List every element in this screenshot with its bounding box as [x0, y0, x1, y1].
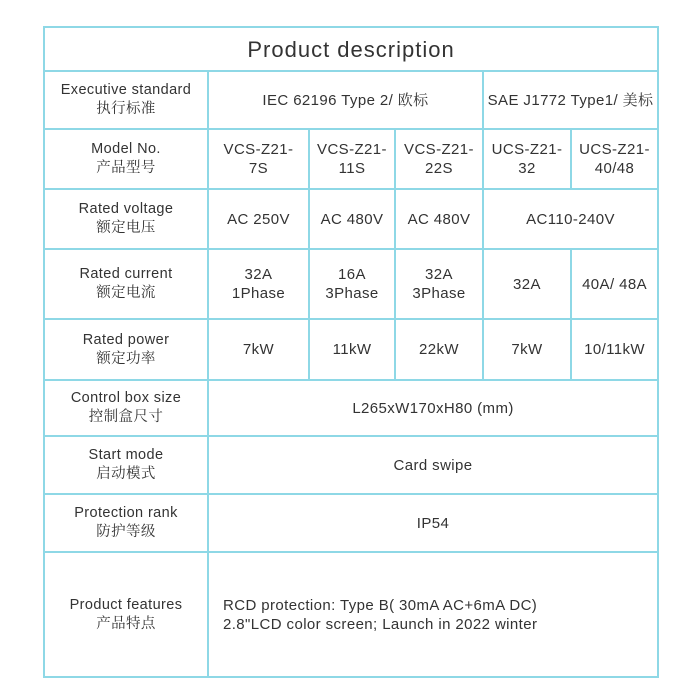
- row-start-mode: [44, 436, 658, 494]
- label-en: Start mode: [88, 447, 164, 463]
- power-cell: 7kW: [483, 319, 571, 380]
- current-line: 32A: [244, 266, 273, 283]
- row-rated-voltage: [44, 189, 658, 249]
- label-zh: 启动模式: [96, 466, 156, 482]
- voltage-cell: AC 250V: [208, 189, 309, 249]
- current-line: 16A: [338, 266, 366, 283]
- label-rated-current: [44, 249, 208, 319]
- model-line: 32: [518, 160, 536, 177]
- model-line: UCS-Z21-: [491, 141, 563, 158]
- model-cell: [483, 129, 571, 189]
- label-protection-rank: [44, 494, 208, 552]
- current-line: 3Phase: [325, 285, 379, 302]
- label-en: Protection rank: [74, 505, 178, 521]
- row-rated-power: [44, 319, 658, 380]
- row-protection-rank: [44, 494, 658, 552]
- label-zh: 额定电压: [96, 220, 156, 236]
- model-line: 11S: [338, 160, 366, 177]
- model-line: VCS-Z21-: [223, 141, 294, 158]
- row-executive-standard: [44, 71, 658, 129]
- label-rated-power: [44, 319, 208, 380]
- current-cell: [395, 249, 483, 319]
- current-cell: [309, 249, 395, 319]
- current-line: 3Phase: [412, 285, 466, 302]
- current-line: 1Phase: [231, 285, 286, 302]
- current-cell: 40A/ 48A: [571, 249, 658, 319]
- label-en: Executive standard: [60, 82, 192, 98]
- current-cell: [208, 249, 309, 319]
- power-cell: 11kW: [309, 319, 395, 380]
- model-line: VCS-Z21-: [404, 141, 474, 158]
- label-zh: 产品型号: [96, 160, 156, 176]
- product-table: [43, 26, 659, 678]
- model-line: UCS-Z21-: [579, 141, 650, 158]
- feature-line: 2.8"LCD color screen; Launch in 2022 winter: [223, 615, 538, 633]
- model-line: VCS-Z21-: [317, 141, 387, 158]
- row-control-box-size: [44, 380, 658, 436]
- title-row: [44, 27, 658, 71]
- label-zh: 防护等级: [96, 524, 156, 540]
- start-mode-value: Card swipe: [208, 436, 658, 494]
- label-en: Product features: [69, 596, 183, 613]
- row-model-no: [44, 129, 658, 189]
- product-features-value: [208, 552, 658, 677]
- power-cell: 7kW: [208, 319, 309, 380]
- label-en: Control box size: [70, 390, 182, 406]
- model-cell: [208, 129, 309, 189]
- voltage-cell: AC 480V: [309, 189, 395, 249]
- model-line: 40/48: [594, 160, 635, 177]
- model-line: 22S: [425, 160, 453, 177]
- row-rated-current: [44, 249, 658, 319]
- page-title: Product description: [44, 27, 658, 71]
- standard-iec: IEC 62196 Type 2/ 欧标: [208, 71, 483, 129]
- product-description-sheet: [43, 26, 657, 678]
- power-cell: 10/11kW: [571, 319, 658, 380]
- label-en: Rated current: [79, 266, 173, 282]
- label-en: Rated voltage: [78, 201, 174, 217]
- label-zh: 控制盒尺寸: [88, 409, 164, 425]
- voltage-cell: AC 480V: [395, 189, 483, 249]
- row-product-features: [44, 552, 658, 677]
- protection-rank-value: IP54: [208, 494, 658, 552]
- model-cell: [395, 129, 483, 189]
- control-box-size-value: L265xW170xH80 (mm): [208, 380, 658, 436]
- model-line: 7S: [248, 160, 269, 177]
- label-start-mode: [44, 436, 208, 494]
- feature-line: RCD protection: Type B( 30mA AC+6mA DC): [223, 596, 538, 614]
- label-zh: 产品特点: [96, 615, 156, 632]
- model-cell: [571, 129, 658, 189]
- label-en: Rated power: [82, 331, 170, 348]
- label-zh: 额定功率: [96, 350, 156, 367]
- label-product-features: [44, 552, 208, 677]
- current-line: 32A: [425, 266, 453, 283]
- label-control-box-size: [44, 380, 208, 436]
- power-cell: 22kW: [395, 319, 483, 380]
- model-cell: [309, 129, 395, 189]
- standard-sae: SAE J1772 Type1/ 美标: [483, 71, 658, 129]
- label-model-no: [44, 129, 208, 189]
- label-zh: 额定电流: [96, 285, 156, 301]
- voltage-cell: AC110-240V: [483, 189, 658, 249]
- current-cell: 32A: [483, 249, 571, 319]
- label-executive-standard: [44, 71, 208, 129]
- label-rated-voltage: [44, 189, 208, 249]
- label-zh: 执行标准: [96, 101, 156, 117]
- label-en: Model No.: [91, 141, 161, 157]
